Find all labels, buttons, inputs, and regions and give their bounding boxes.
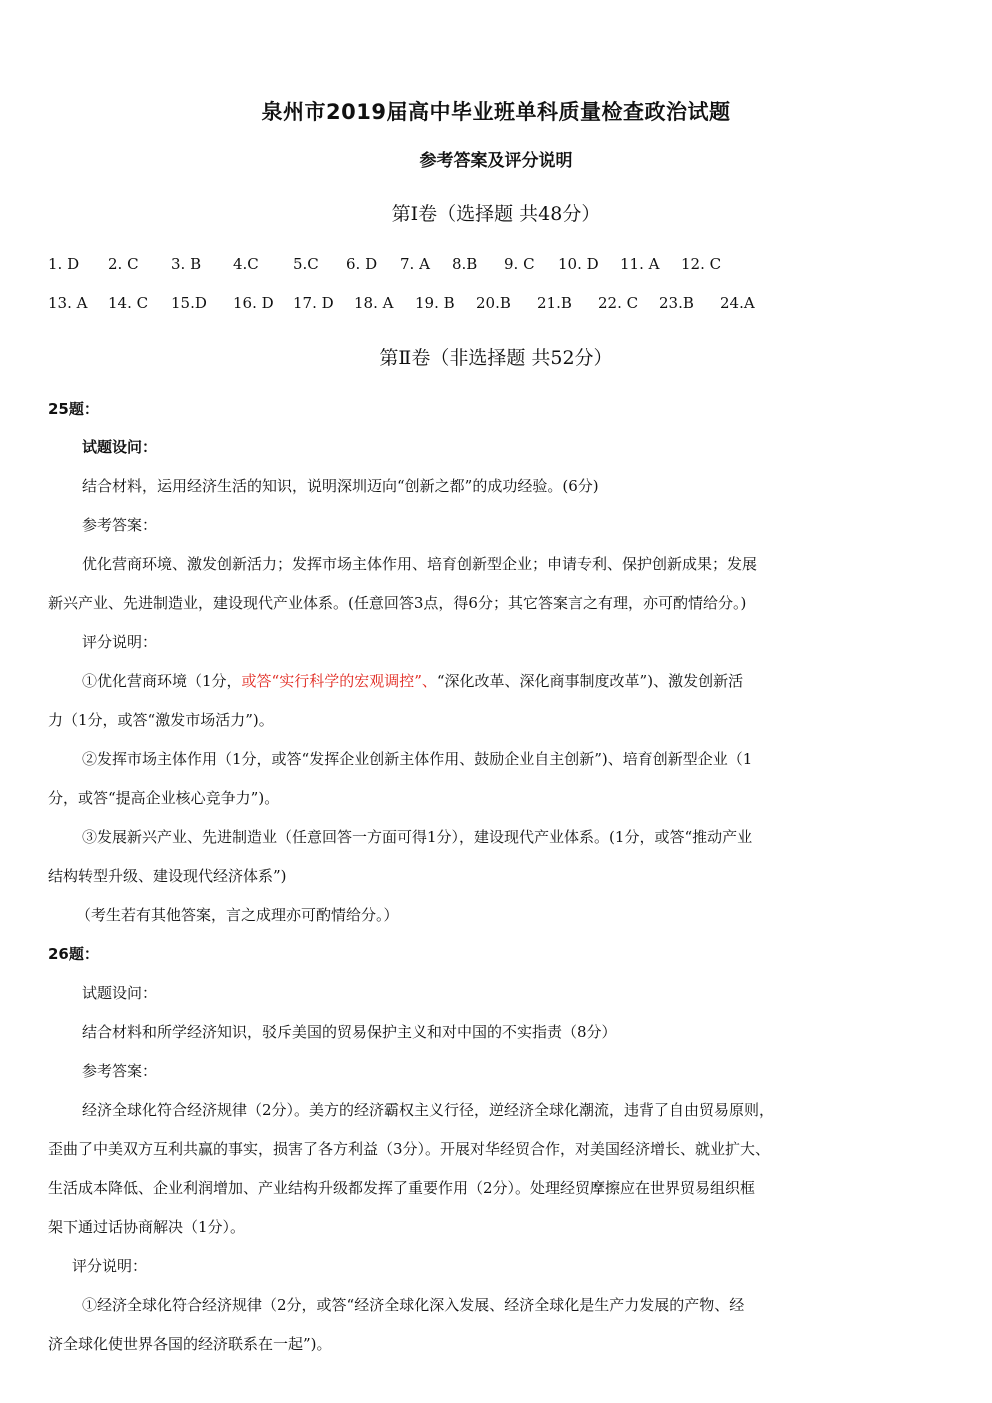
answer-item: 10. D bbox=[558, 255, 599, 273]
grading-label: 评分说明： bbox=[82, 633, 158, 651]
answer-item: 15.D bbox=[171, 294, 207, 312]
answer-item: 24.A bbox=[720, 294, 755, 312]
grading-line: 济全球化使世界各国的经济联系在一起”)。 bbox=[48, 1335, 332, 1353]
prompt-text: 结合材料和所学经济知识，驳斥美国的贸易保护主义和对中国的不实指责（8分） bbox=[82, 1023, 617, 1041]
grading-line: 分，或答“提高企业核心竞争力”)。 bbox=[48, 789, 280, 807]
answer-item: 18. A bbox=[354, 294, 394, 312]
grading-point-2: ②发挥市场主体作用（1分，或答“发挥企业创新主体作用、鼓励企业自主创新”)、培育创新型企业（1 bbox=[82, 750, 753, 768]
answer-item: 2. C bbox=[108, 255, 139, 273]
section-heading-part1: 第Ⅰ卷（选择题 共48分） bbox=[391, 203, 601, 225]
answer-label: 参考答案： bbox=[82, 516, 158, 534]
answer-line: 优化营商环境、激发创新活力；发挥市场主体作用、培育创新型企业；申请专利、保护创新成果；发展 bbox=[82, 555, 758, 573]
answer-label: 参考答案： bbox=[82, 1062, 158, 1080]
answer-item: 20.B bbox=[476, 294, 511, 312]
answer-line: 歪曲了中美双方互利共赢的事实，损害了各方利益（3分）。开展对华经贸合作，对美国经济增长、就业扩大、 bbox=[48, 1140, 771, 1158]
page-title: 泉州市2019届高中毕业班单科质量检查政治试题 bbox=[261, 100, 731, 124]
answer-item: 5.C bbox=[293, 255, 319, 273]
answer-line: 生活成本降低、企业利润增加、产业结构升级都发挥了重要作用（2分）。处理经贸摩擦应在世界贸易组织框 bbox=[48, 1179, 756, 1197]
answer-item: 21.B bbox=[537, 294, 572, 312]
grading-point-3: ③发展新兴产业、先进制造业（任意回答一方面可得1分），建设现代产业体系。(1分，或答“推动产业 bbox=[82, 828, 753, 846]
section-heading-part2: 第Ⅱ卷（非选择题 共52分） bbox=[379, 347, 613, 369]
answer-line: 架下通过话协商解决（1分）。 bbox=[48, 1218, 246, 1236]
grading-text: ①优化营商环境（1分， bbox=[82, 672, 242, 690]
answer-item: 23.B bbox=[659, 294, 694, 312]
prompt-label: 试题设问： bbox=[82, 984, 158, 1002]
answer-item: 8.B bbox=[452, 255, 478, 273]
answer-item: 12. C bbox=[681, 255, 722, 273]
answer-item: 3. B bbox=[171, 255, 202, 273]
grading-point-1: ①经济全球化符合经济规律（2分，或答“经济全球化深入发展、经济全球化是生产力发展的产物、经 bbox=[82, 1296, 745, 1314]
answer-item: 22. C bbox=[598, 294, 639, 312]
grading-highlight: 或答“实行科学的宏观调控”、 bbox=[241, 672, 437, 690]
answer-item: 19. B bbox=[415, 294, 455, 312]
prompt-text: 结合材料，运用经济生活的知识，说明深圳迈向“创新之都”的成功经验。(6分) bbox=[82, 477, 599, 495]
grading-line: 力（1分，或答“激发市场活力”)。 bbox=[48, 711, 274, 729]
answer-line: 新兴产业、先进制造业，建设现代产业体系。(任意回答3点，得6分；其它答案言之有理，亦可酌情给分。) bbox=[48, 594, 747, 612]
answer-item: 16. D bbox=[233, 294, 274, 312]
grading-label: 评分说明： bbox=[72, 1257, 148, 1275]
answer-item: 17. D bbox=[293, 294, 334, 312]
answer-item: 1. D bbox=[48, 255, 80, 273]
grading-text: “深化改革、深化商事制度改革”)、激发创新活 bbox=[436, 672, 744, 690]
answer-item: 14. C bbox=[108, 294, 149, 312]
answer-item: 7. A bbox=[400, 255, 430, 273]
question-number: 25题： bbox=[48, 400, 99, 418]
page-subtitle: 参考答案及评分说明 bbox=[419, 151, 573, 171]
question-number: 26题： bbox=[48, 945, 99, 963]
grading-line: 结构转型升级、建设现代经济体系”) bbox=[48, 867, 287, 885]
answer-line: 经济全球化符合经济规律（2分）。美方的经济霸权主义行径，逆经济全球化潮流，违背了自由贸易原则， bbox=[82, 1101, 775, 1119]
answer-item: 11. A bbox=[620, 255, 660, 273]
grading-note: （考生若有其他答案，言之成理亦可酌情给分。） bbox=[76, 906, 399, 924]
prompt-label: 试题设问： bbox=[82, 438, 158, 456]
answer-item: 13. A bbox=[48, 294, 88, 312]
answer-item: 9. C bbox=[504, 255, 535, 273]
answer-item: 4.C bbox=[233, 255, 259, 273]
grading-point-1 bbox=[82, 670, 743, 691]
answer-item: 6. D bbox=[346, 255, 378, 273]
